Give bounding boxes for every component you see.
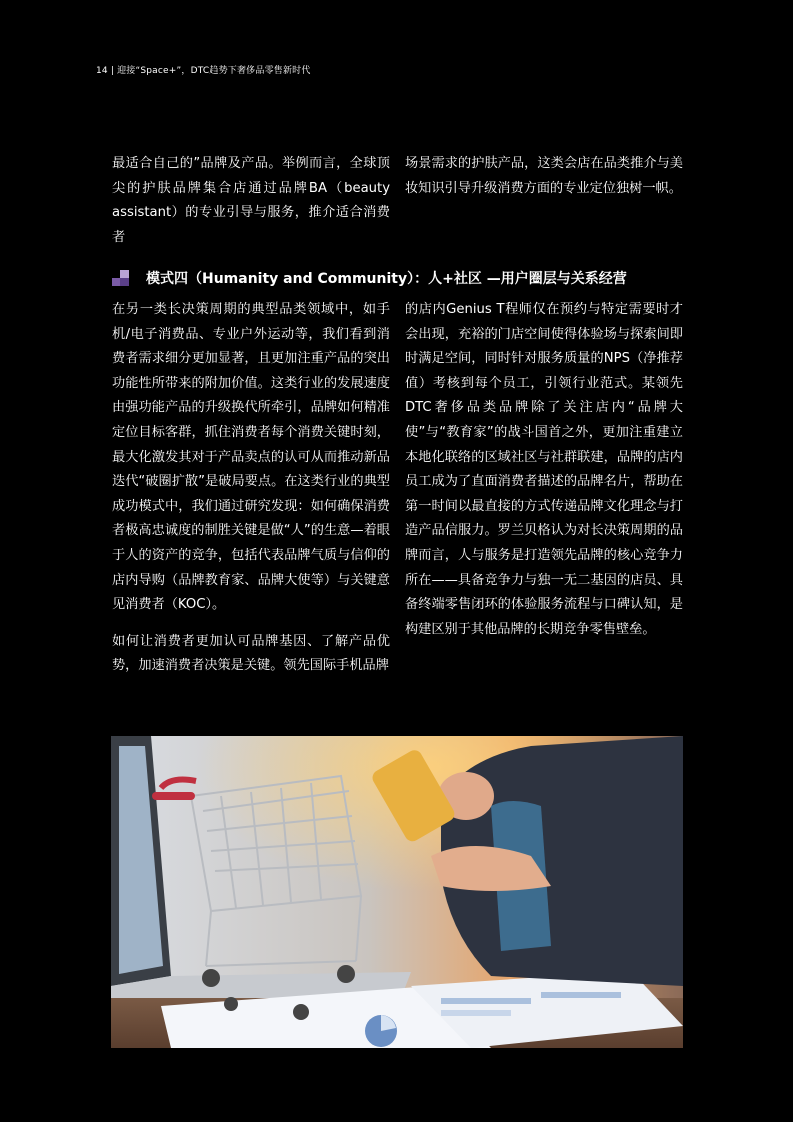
shopping-cart-photo [111, 736, 683, 1048]
body-column-left [112, 298, 390, 679]
body-column-right [405, 298, 683, 642]
paragraph: 的店内Genius T程师仅在预约与特定需要时才会出现，充裕的门店空间使得体验场与探索间即时满足空间，同时针对服务质量的NPS（净推荐值）考核到每个员工，引领行业范式。某领先DTC奢侈品类品牌除了关注店内“品牌大使”与“教育家”的战斗国首之外，更加注重建立本地化联络的区域社区与社群联建，品牌的店内员工成为了直面消费者描述的品牌名片，帮助在第一时间以最直接的方式传递品牌文化理念与打造产品信服力。罗兰贝格认为对长决策周期的品牌而言，人与服务是打造领先品牌的核心竞争力所在——具备竞争力与独一无二基因的店员、具备终端零售闭环的体验服务流程与口碑认知，是构建区别于其他品牌的长期竞争零售壁垒。 [405, 302, 683, 637]
paragraph: 在另一类长决策周期的典型品类领域中，如手机/电子消费品、专业户外运动等，我们看到消费者需求细分更加显著，且更加注重产品的突出功能性所带来的附加价值。这类行业的发展速度由强功能产品的升级换代所牵引，品牌如何精准定位目标客群，抓住消费者每个消费关键时刻，最大化激发其对于产品卖点的认可从而推动新品迭代“破圈扩散”是破局要点。在这类行业的典型成功模式中，我们通过研究发现：如何确保消费者极高忠诚度的制胜关键是做“人”的生意—着眼于人的资产的竞争，包括代表品牌气质与信仰的店内导购（品牌教育家、品牌大使等）与关键意见消费者（KOC）。 [112, 302, 390, 613]
section-heading [112, 268, 712, 288]
paragraph: 如何让消费者更加认可品牌基因、了解产品优势，加速消费者决策是关键。领先国际手机品牌 [112, 633, 390, 674]
section-title: 模式四（Humanity and Community）：人+社区 —用户圈层与关系经营 [146, 271, 627, 287]
page-header [96, 63, 311, 76]
header-separator: | [110, 66, 115, 76]
page-number: 14 [96, 66, 108, 76]
continued-text-right [405, 152, 683, 201]
section-marker-icon [112, 270, 134, 286]
continued-text-left [112, 152, 390, 250]
paragraph: 场景需求的护肤产品，这类会店在品类推介与美妆知识引导升级消费方面的专业定位独树一帜。 [405, 156, 683, 196]
report-title: 迎接“Space+”，DTC趋势下奢侈品零售新时代 [117, 66, 311, 76]
paragraph: 最适合自己的”品牌及产品。举例而言，全球顶尖的护肤品牌集合店通过品牌BA（beauty assistant）的专业引导与服务，推介适合消费者 [112, 156, 390, 245]
